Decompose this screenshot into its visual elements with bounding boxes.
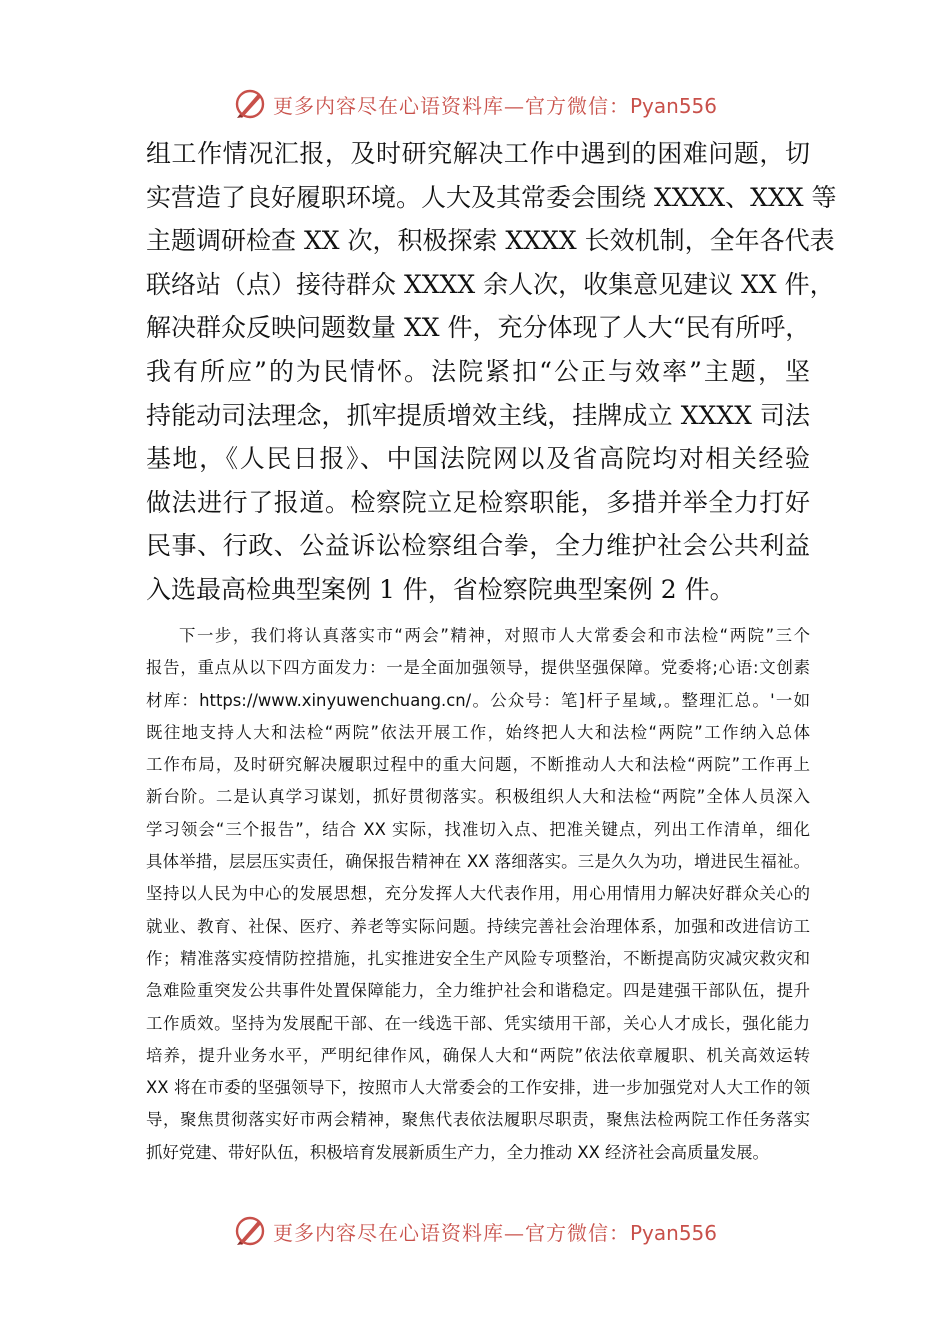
footer-banner-text: 更多内容尽在心语资料库—官方微信：Pyan556: [272, 1220, 717, 1245]
text-line: XX 将在市委的坚强领导下，按照市人大常委会的工作安排，进一步加强党对人大工作的领: [146, 1078, 810, 1098]
pen-circle-logo-icon: [233, 87, 267, 121]
text-line: 导，聚焦贯彻落实好市两会精神，聚焦代表依法履职尽职责，聚焦法检两院工作任务落实: [146, 1110, 810, 1130]
text-line: 具体举措，层层压实责任，确保报告精神在 XX 落细落实。三是久久为功，增进民生福祉。: [146, 852, 810, 872]
text-line: 坚持以人民为中心的发展思想，充分发挥人大代表作用，用心用情用力解决好群众关心的: [146, 884, 810, 904]
paragraph-large: [146, 132, 837, 612]
footer-banner: [0, 1211, 950, 1251]
text-line: 抓好党建、带好队伍，积极培育发展新质生产力，全力推动 XX 经济社会高质量发展。: [146, 1142, 769, 1162]
text-line: 解决群众反映问题数量 XX 件，充分体现了人大“民有所呼，: [146, 313, 811, 343]
text-line: 民事、行政、公益诉讼检察组合拳，全力维护社会公共利益: [146, 531, 810, 561]
text-line: 主题调研检查 XX 次，积极探索 XXXX 长效机制，全年各代表: [146, 226, 835, 256]
header-banner-text: 更多内容尽在心语资料库—官方微信：Pyan556: [272, 93, 717, 118]
text-line: 工作质效。坚持为发展配干部、在一线选干部、凭实绩用干部，关心人才成长，强化能力: [146, 1013, 810, 1033]
text-line: 下一步，我们将认真落实市“两会”精神，对照市人大常委会和市法检“两院”三个: [179, 626, 810, 645]
text-line: 做法进行了报道。检察院立足检察职能，多措并举全力打好: [146, 487, 810, 517]
text-line: 报告，重点从以下四方面发力：一是全面加强领导，提供坚强保障。党委将;心语:文创素: [146, 658, 810, 678]
text-line: 新台阶。二是认真学习谋划，抓好贯彻落实。积极组织人大和法检“两院”全体人员深入: [146, 787, 810, 807]
header-banner: [0, 84, 950, 124]
text-line: 既往地支持人大和法检“两院”依法开展工作，始终把人大和法检“两院”工作纳入总体: [146, 722, 810, 742]
text-line: 工作布局，及时研究解决履职过程中的重大问题，不断推动人大和法检“两院”工作再上: [146, 755, 810, 775]
text-line: 培养，提升业务水平，严明纪律作风，确保人大和“两院”依法依章履职、机关高效运转: [146, 1045, 810, 1065]
paragraph-small: [146, 620, 810, 1169]
text-line: 我有所应”的为民情怀。法院紧扣“公正与效率”主题，坚: [146, 356, 810, 386]
text-line: 就业、教育、社保、医疗、养老等实际问题。持续完善社会治理体系，加强和改进信访工: [146, 916, 810, 936]
text-line: 入选最高检典型案例 1 件，省检察院典型案例 2 件。: [146, 574, 735, 604]
text-line: 材库：https://www.xinyuwenchuang.cn/。公众号：笔]杆子星域,。整理汇总。'一如: [146, 690, 810, 710]
text-line: 急难险重突发公共事件处置保障能力，全力维护社会和谐稳定。四是建强干部队伍，提升: [146, 981, 810, 1001]
text-line: 组工作情况汇报，及时研究解决工作中遇到的困难问题，切: [146, 139, 810, 168]
text-line: 作；精准落实疫情防控措施，扎实推进安全生产风险专项整治，不断提高防灾减灾救灾和: [146, 948, 810, 968]
text-line: 联络站（点）接待群众 XXXX 余人次，收集意见建议 XX 件，: [146, 269, 835, 299]
text-line: 持能动司法理念，抓牢提质增效主线，挂牌成立 XXXX 司法: [146, 400, 810, 430]
text-line: 学习领会“三个报告”，结合 XX 实际，找准切入点、把准关键点，列出工作清单，细化: [146, 819, 810, 839]
pen-circle-logo-icon: [233, 1214, 267, 1248]
text-line: 实营造了良好履职环境。人大及其常委会围绕 XXXX、XXX 等: [146, 182, 837, 212]
text-line: 基地，《人民日报》、中国法院网以及省高院均对相关经验: [146, 444, 810, 474]
